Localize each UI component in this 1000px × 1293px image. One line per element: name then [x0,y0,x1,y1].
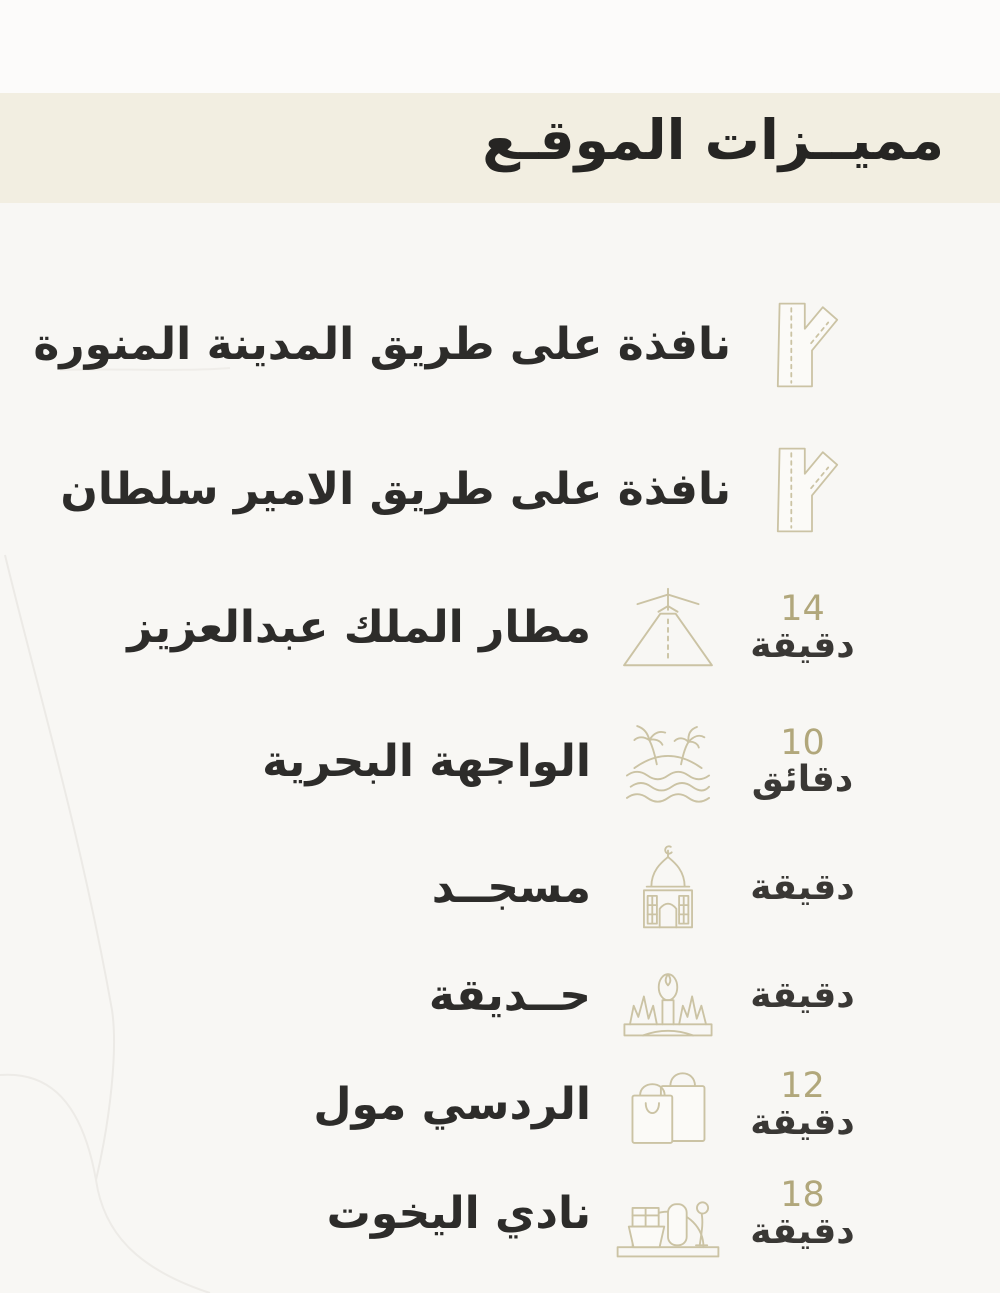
travel-time-unit: دقيقة [750,1211,855,1253]
feature-label: نافذة على طريق المدينة المنورة [33,318,731,370]
yacht-club-icon [612,1164,724,1264]
road-fork-icon [767,298,839,392]
top-strip [0,0,1000,93]
page-title: مميــزات الموقـع [482,108,944,172]
travel-time [750,869,854,907]
feature-label: نادي اليخوت [326,1187,591,1239]
road-fork-icon [767,443,839,537]
feature-label: نافذة على طريق الامير سلطان [60,463,731,515]
travel-time-unit: دقائق [751,759,854,801]
travel-time-value: 18 [780,1174,825,1215]
feature-label: حــديقة [428,969,591,1021]
feature-item [0,295,1000,395]
mosque-icon [631,843,705,933]
feature-item [0,440,1000,540]
feature-item [0,712,1000,812]
feature-label: مطار الملك عبدالعزيز [127,601,591,653]
travel-time [750,1065,855,1144]
feature-item [0,578,1000,678]
runway-airplane-icon [610,585,726,671]
travel-time-value: 12 [780,1065,825,1106]
travel-time [750,588,855,667]
travel-time [750,1174,855,1253]
travel-time [751,722,854,801]
travel-time-value: 14 [780,588,825,629]
travel-time [750,977,854,1015]
feature-item [0,838,1000,938]
feature-label: مسجــد [431,861,591,913]
feature-label: الواجهة البحرية [262,735,591,787]
travel-time-value: 10 [780,722,825,763]
shopping-bags-icon [623,1057,713,1153]
travel-time-unit: دقيقة [750,625,855,667]
island-palms-icon [612,717,724,807]
travel-time-unit: دقيقة [750,867,855,909]
park-fountain-icon [617,951,719,1041]
feature-item [0,1164,1000,1264]
travel-time-unit: دقيقة [750,975,855,1017]
feature-item [0,1055,1000,1155]
travel-time-unit: دقيقة [750,1102,855,1144]
feature-item [0,946,1000,1046]
feature-label: الردسي مول [313,1078,591,1130]
